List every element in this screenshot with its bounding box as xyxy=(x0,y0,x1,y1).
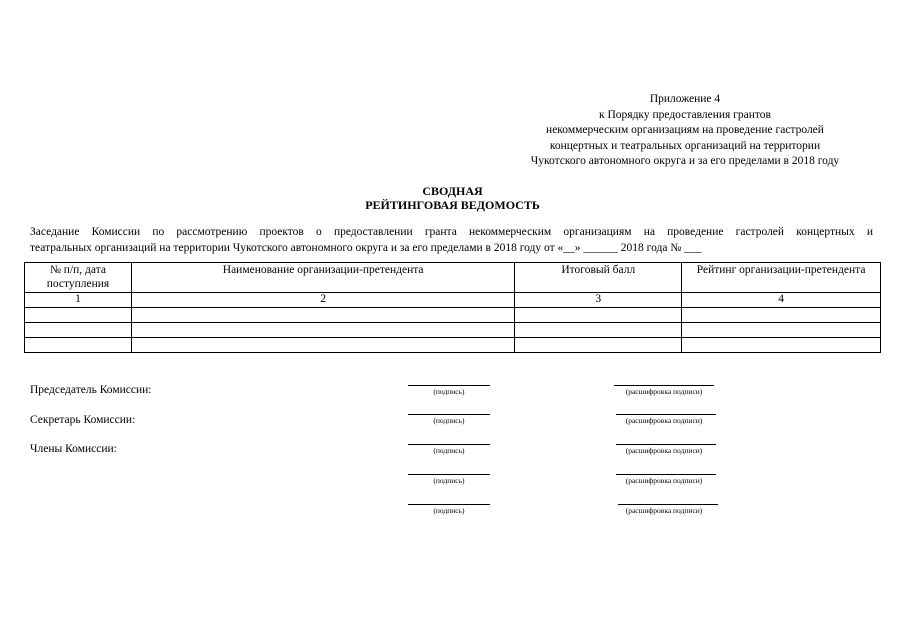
decode-line xyxy=(616,474,716,475)
table-header-row xyxy=(25,263,881,293)
table-row xyxy=(25,338,881,353)
table-row xyxy=(25,308,881,323)
table-cell xyxy=(682,308,881,323)
decode-line xyxy=(618,504,718,505)
signature-line xyxy=(408,444,490,445)
signature-caption: (подпись) xyxy=(433,446,465,455)
table-cell xyxy=(25,308,132,323)
header-cell-number: № п/п, дата поступления xyxy=(25,263,132,293)
appendix-line: к Порядку предоставления грантов xyxy=(599,108,771,121)
document-title xyxy=(0,184,905,212)
table-cell xyxy=(25,338,132,353)
table-cell xyxy=(682,338,881,353)
secretary-label: Секретарь Комиссии: xyxy=(30,414,136,426)
table-cell xyxy=(25,323,132,338)
signature-line xyxy=(408,474,490,475)
decode-caption: (расшифровка подписи) xyxy=(625,446,703,455)
signature-caption: (подпись) xyxy=(433,506,465,515)
header-cell-rating: Рейтинг организации-претендента xyxy=(682,263,881,293)
decode-line xyxy=(616,444,716,445)
signature-line xyxy=(408,385,490,386)
chairman-label: Председатель Комиссии: xyxy=(30,384,152,396)
title-line-1: СВОДНАЯ xyxy=(422,184,483,198)
appendix-line: Приложение 4 xyxy=(649,93,721,105)
number-cell: 4 xyxy=(682,293,881,308)
signature-line xyxy=(408,414,490,415)
decode-caption: (расшифровка подписи) xyxy=(625,387,703,396)
number-cell: 1 xyxy=(25,293,132,308)
table-cell xyxy=(515,323,682,338)
table-cell xyxy=(131,338,514,353)
intro-line-2: театральных организаций на территории Чукотского автономного округа и за его пределами в 2018 году от «__» ______ 2018 года № ___ xyxy=(30,241,702,254)
decode-caption: (расшифровка подписи) xyxy=(625,476,703,485)
table-cell xyxy=(515,338,682,353)
appendix-line: некоммерческим организациям на проведение гастролей xyxy=(546,124,824,136)
header-cell-score: Итоговый балл xyxy=(515,263,682,293)
appendix-block xyxy=(480,92,890,170)
signature-caption: (подпись) xyxy=(433,416,465,425)
decode-caption: (расшифровка подписи) xyxy=(625,506,703,515)
table-cell xyxy=(515,308,682,323)
appendix-line: концертных и театральных организаций на территории xyxy=(549,139,821,152)
number-cell: 2 xyxy=(131,293,514,308)
decode-line xyxy=(614,385,714,386)
signature-caption: (подпись) xyxy=(433,387,465,396)
intro-line-1: Заседание Комиссии по рассмотрению проектов о предоставлении гранта некоммерческим организациям на проведение гастролей концертных и xyxy=(30,226,873,238)
rating-table xyxy=(24,262,881,353)
signature-line xyxy=(408,504,490,505)
intro-paragraph xyxy=(30,225,873,256)
table-numbering-row xyxy=(25,293,881,308)
table-cell xyxy=(131,308,514,323)
signature-caption: (подпись) xyxy=(433,476,465,485)
table-row xyxy=(25,323,881,338)
appendix-line: Чукотского автономного округа и за его пределами в 2018 году xyxy=(530,155,840,167)
members-label: Члены Комиссии: xyxy=(30,443,117,455)
header-cell-organization: Наименование организации-претендента xyxy=(131,263,514,293)
decode-line xyxy=(616,414,716,415)
decode-caption: (расшифровка подписи) xyxy=(625,416,703,425)
table-cell xyxy=(682,323,881,338)
title-line-2: РЕЙТИНГОВАЯ ВЕДОМОСТЬ xyxy=(365,198,540,212)
table-cell xyxy=(131,323,514,338)
number-cell: 3 xyxy=(515,293,682,308)
